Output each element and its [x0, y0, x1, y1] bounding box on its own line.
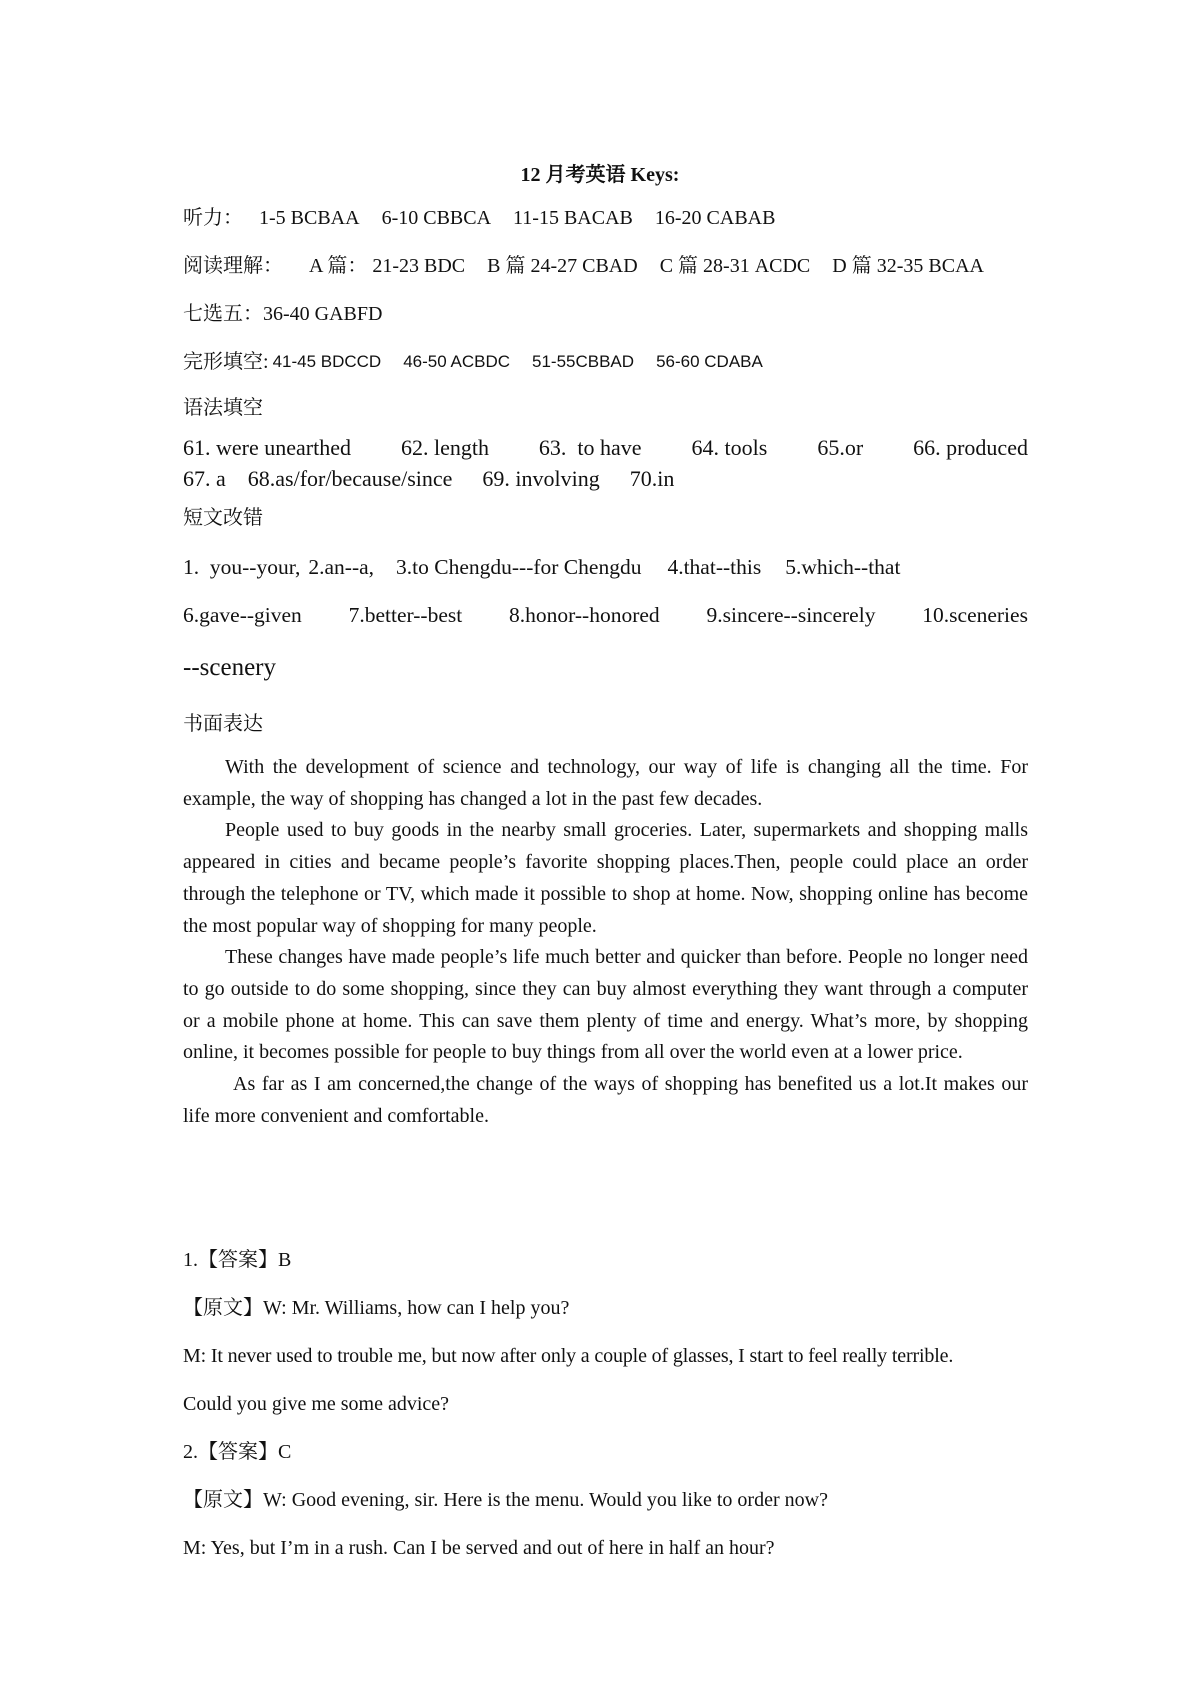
answer-group: C 篇 28-31 ACDC [659, 255, 811, 277]
writing-essay [183, 752, 1028, 1132]
answer-group: 16-20 CABAB [654, 207, 776, 229]
correction-item: 7.better--best [348, 603, 463, 627]
essay-paragraph: As far as I am concerned,the change of the ways of shopping has benefited us a lot.It makes our life more convenient and comfortable. [183, 1073, 1028, 1127]
answer-group: D 篇 32-35 BCAA [832, 255, 984, 277]
correction-item: 6.gave--given [183, 603, 302, 627]
answer-group: 56-60 CDABA [656, 352, 763, 371]
correction-item: 8.honor--honored [509, 603, 660, 627]
grammar-heading: 语法填空 [183, 397, 263, 419]
answer-group: 6-10 CBBCA [381, 207, 492, 229]
transcript-line: 【原文】W: Good evening, sir. Here is the menu. Would you like to order now? [183, 1489, 828, 1511]
answer-group: 11-15 BACAB [513, 207, 633, 229]
explanation-answer-1: 1.【答案】B [183, 1249, 292, 1271]
explanation-answer-2: 2.【答案】C [183, 1441, 292, 1463]
transcript-line: M: Yes, but I’m in a rush. Can I be served and out of here in half an hour? [183, 1537, 775, 1559]
grammar-answer: 67. a [183, 466, 226, 491]
answer-group: B 篇 24-27 CBAD [487, 255, 638, 277]
seven-five-label: 七选五： [183, 303, 263, 325]
essay-paragraph: People used to buy goods in the nearby small groceries. Later, supermarkets and shopping malls appeared in cities and became people’s favorite shopping places.Then, people could place an order through the telephone or TV, which made it possible to shop at home. Now, shopping online has become the most popular way of shopping for many people. [183, 819, 1028, 937]
page-title: 12 月考英语 Keys: [520, 164, 680, 186]
grammar-answer: 70.in [629, 466, 675, 491]
correction-row-3: --scenery [183, 654, 276, 681]
correction-row-1 [183, 555, 1028, 580]
reading-label: 阅读理解： [183, 255, 283, 277]
grammar-answer: 68.as/for/because/since [247, 466, 453, 491]
grammar-answer: 61. were unearthed [183, 435, 351, 460]
seven-five-keys [183, 302, 1028, 326]
answer-group: A 篇： 21-23 BDC [309, 255, 466, 277]
correction-item: 2.an--a, [308, 555, 375, 579]
transcript-line: M: It never used to trouble me, but now after only a couple of glasses, I start to feel really terrible. [183, 1345, 954, 1367]
cloze-keys [183, 350, 1028, 374]
grammar-keys-row-2 [183, 466, 1028, 492]
correction-heading: 短文改错 [183, 507, 263, 529]
correction-row-2 [183, 603, 1028, 628]
correction-item: 3.to Chengdu---for Chengdu [396, 555, 642, 579]
grammar-answer: 65.or [817, 435, 864, 460]
answer-group: 51-55CBBAD [532, 352, 635, 371]
grammar-answer: 66. produced [913, 435, 1028, 460]
listening-label: 听力： [183, 207, 243, 229]
answer-group: 1-5 BCBAA [259, 207, 360, 229]
reading-keys [183, 254, 1028, 278]
correction-item: 4.that--this [667, 555, 762, 579]
answer-group: 41-45 BDCCD [272, 352, 382, 371]
answer-group: 36-40 GABFD [263, 303, 383, 325]
correction-item: 10.sceneries [922, 603, 1028, 627]
grammar-keys-row-1 [183, 435, 1028, 461]
correction-item: 5.which--that [785, 555, 901, 579]
transcript-line: Could you give me some advice? [183, 1393, 450, 1415]
cloze-label: 完形填空: [183, 351, 269, 373]
grammar-answer: 64. tools [691, 435, 768, 460]
correction-item: 1. you--your, [183, 555, 301, 579]
grammar-answer: 62. length [400, 435, 489, 460]
correction-item: 9.sincere--sincerely [706, 603, 876, 627]
grammar-answer: 69. involving [482, 466, 600, 491]
transcript-line: 【原文】W: Mr. Williams, how can I help you? [183, 1297, 570, 1319]
grammar-answer: 63. to have [538, 435, 642, 460]
essay-paragraph: With the development of science and technology, our way of life is changing all the time. For example, the way of shopping has changed a lot in the past few decades. [183, 756, 1028, 810]
listening-keys [183, 206, 1028, 230]
answer-group: 46-50 ACBDC [403, 352, 510, 371]
essay-paragraph: These changes have made people’s life much better and quicker than before. People no longer need to go outside to do some shopping, since they can buy almost everything they want through a computer or a mobile phone at home. This can save them plenty of time and energy. What’s more, by shopping online, it becomes possible for people to buy things from all over the world even at a lower price. [183, 946, 1028, 1064]
writing-heading: 书面表达 [183, 713, 263, 735]
